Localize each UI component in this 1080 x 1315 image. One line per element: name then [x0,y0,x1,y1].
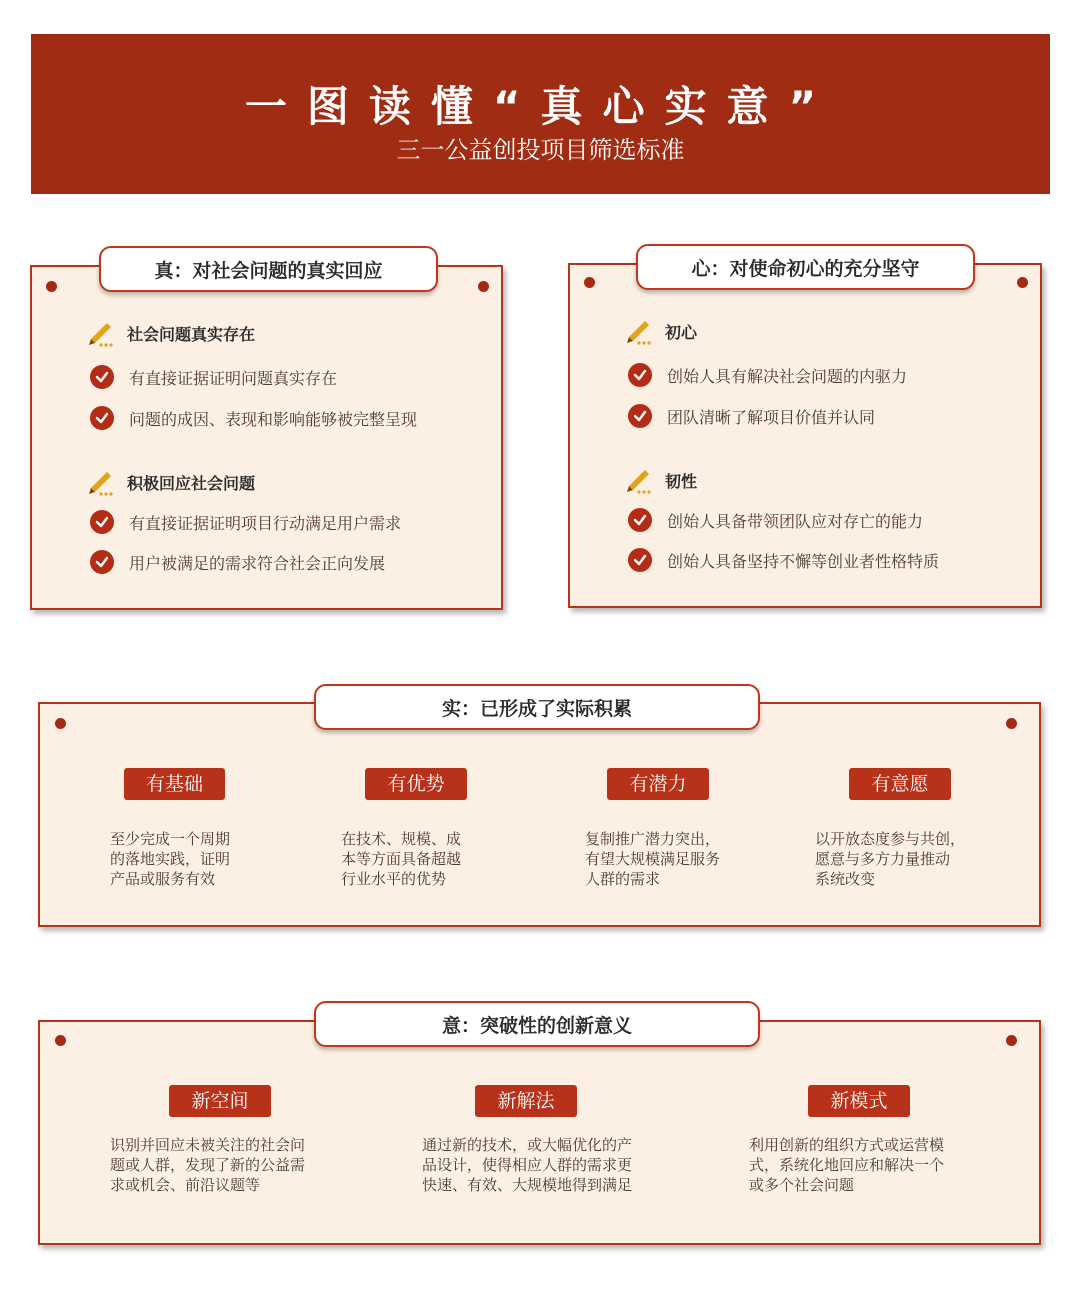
criteria-item [90,406,417,430]
check-circle-icon [90,365,114,389]
column-description: 复制推广潜力突出， 有望大规模满足服务 人群的需求 [585,830,721,888]
card-tab-xin: 心：对使命初心的充分坚守 [636,244,975,290]
column-description: 通过新的技术，或大幅优化的产 品设计，使得相应人群的需求更 快速、有效、大规模地得到满足 [422,1136,633,1194]
pencil-icon [625,317,655,345]
pill-label: 新模式 [808,1085,910,1117]
criteria-item [628,548,939,572]
section-heading [625,317,697,345]
card-dot [584,277,595,288]
card-dot [1006,1035,1017,1046]
section-heading-text: 韧性 [665,471,698,491]
pencil-icon [87,468,117,496]
check-circle-icon [628,508,652,532]
card-dot [55,1035,66,1046]
card-dot [46,281,57,292]
card-dot [1006,718,1017,729]
card-zhen [30,265,503,610]
card-shi [38,702,1041,927]
criteria-item [628,404,875,428]
check-circle-icon [90,406,114,430]
pencil-icon [87,319,117,347]
pencil-icon [625,466,655,494]
card-tab-shi: 实：已形成了实际积累 [314,684,760,730]
page-title: 一图读懂“真心实意” [244,82,837,131]
criteria-item-text: 创始人具备坚持不懈等创业者性格特质 [667,551,940,571]
criteria-item [90,510,401,534]
page-subtitle: 三一公益创投项目筛选标准 [396,136,685,164]
section-heading-text: 社会问题真实存在 [127,324,256,344]
check-circle-icon [628,548,652,572]
column-description: 在技术、规模、成 本等方面具备超越 行业水平的优势 [341,830,462,888]
card-dot [55,718,66,729]
criteria-item [90,550,385,574]
criteria-item-text: 有直接证据证明问题真实存在 [129,368,338,388]
criteria-item-text: 创始人具备带领团队应对存亡的能力 [667,511,924,531]
column-description: 至少完成一个周期 的落地实践，证明 产品或服务有效 [110,830,231,888]
criteria-item-text: 用户被满足的需求符合社会正向发展 [129,553,386,573]
column-description: 识别并回应未被关注的社会问 题或人群，发现了新的公益需 求或机会、前沿议题等 [110,1136,306,1194]
pill-label: 有优势 [365,768,467,800]
card-tab-zhen: 真：对社会问题的真实回应 [99,246,438,292]
check-circle-icon [90,550,114,574]
criteria-item-text: 问题的成因、表现和影响能够被完整呈现 [129,409,418,429]
section-heading [87,468,255,496]
card-xin [568,263,1042,608]
pill-label: 有基础 [124,768,225,800]
section-heading [625,466,697,494]
card-yi [38,1020,1041,1245]
section-heading [87,319,255,347]
criteria-item-text: 有直接证据证明项目行动满足用户需求 [129,513,402,533]
check-circle-icon [628,404,652,428]
column-description: 以开放态度参与共创， 愿意与多方力量推动 系统改变 [815,830,966,888]
section-heading-text: 积极回应社会问题 [127,473,256,493]
criteria-item-text: 创始人具有解决社会问题的内驱力 [667,366,908,386]
check-circle-icon [90,510,114,534]
criteria-item [90,365,337,389]
card-dot [1017,277,1028,288]
section-heading-text: 初心 [665,322,698,342]
pill-label: 新空间 [169,1085,271,1117]
criteria-item [628,363,907,387]
pill-label: 有潜力 [607,768,709,800]
column-description: 利用创新的组织方式或运营模 式，系统化地回应和解决一个 或多个社会问题 [749,1136,945,1194]
check-circle-icon [628,363,652,387]
pill-label: 有意愿 [849,768,951,800]
pill-label: 新解法 [475,1085,577,1117]
criteria-item-text: 团队清晰了解项目价值并认同 [667,407,876,427]
card-tab-yi: 意：突破性的创新意义 [314,1001,760,1047]
criteria-item [628,508,923,532]
header-banner [31,34,1050,194]
card-dot [478,281,489,292]
